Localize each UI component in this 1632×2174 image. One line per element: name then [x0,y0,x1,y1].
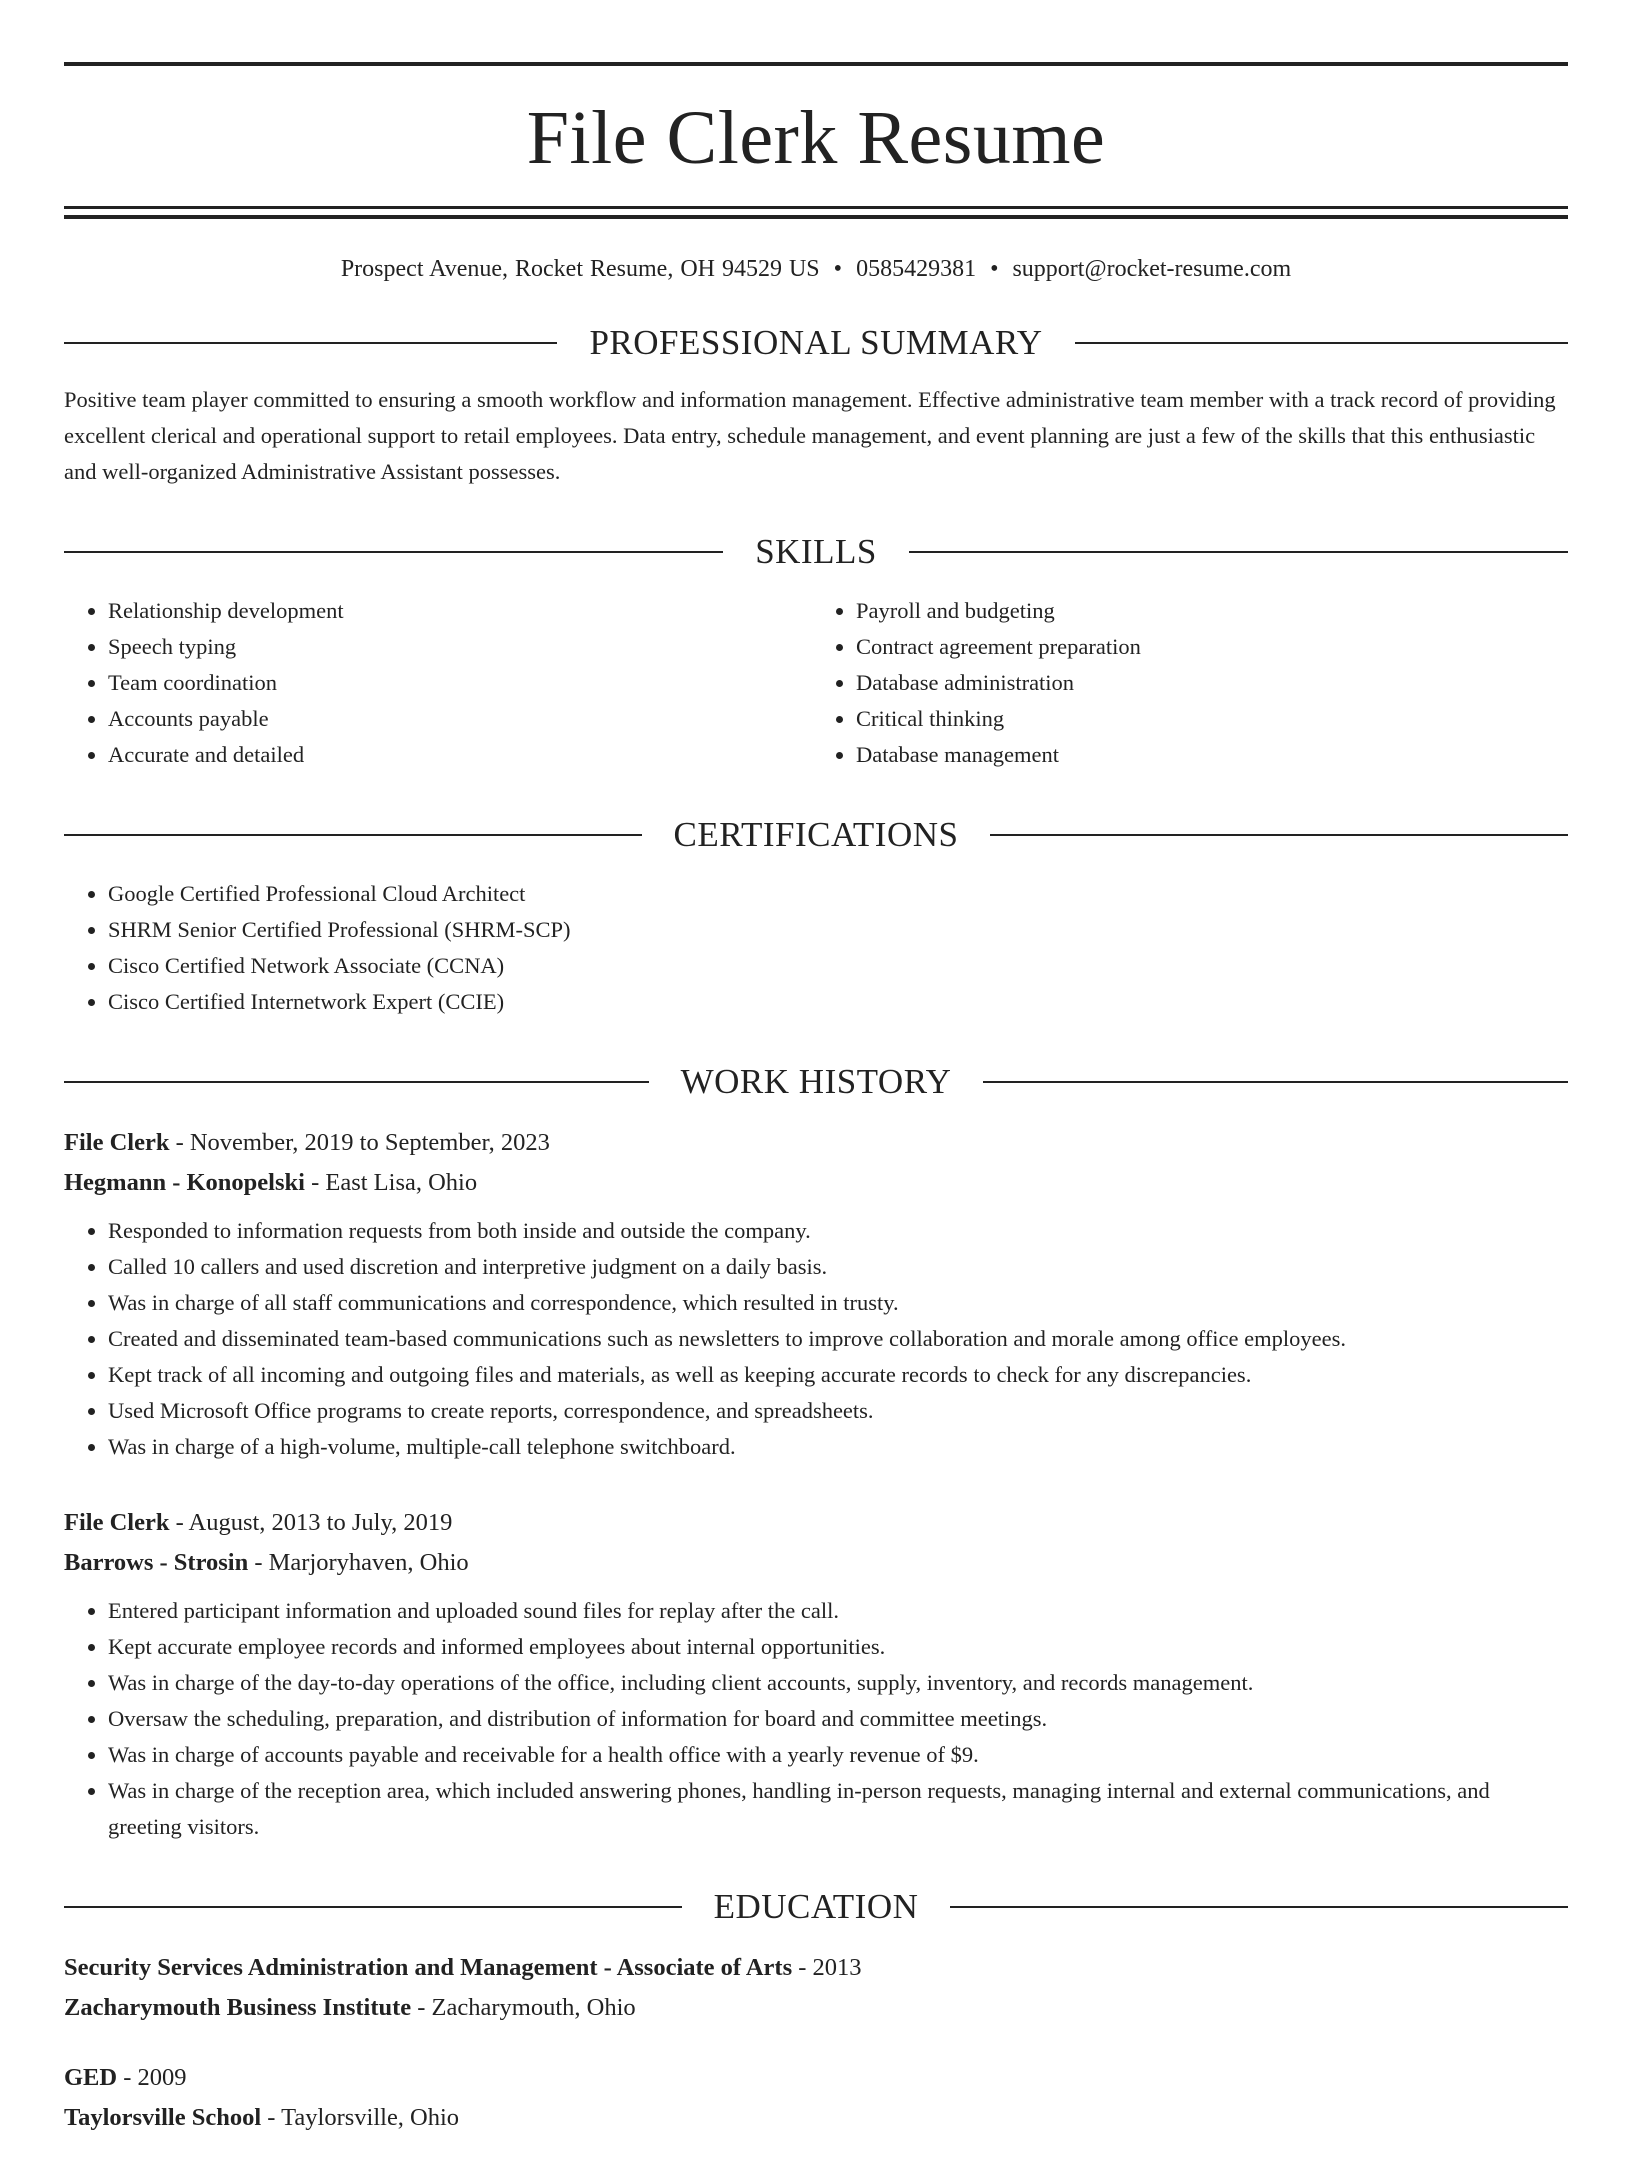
skill-item: • Database management [856,737,1568,773]
education-degree-line [64,1948,1568,1988]
job-bullet: • Called 10 callers and used discretion and interpretive judgment on a daily basis. [108,1249,1568,1285]
job-title: File Clerk [64,1509,170,1536]
certification-item: • Cisco Certified Internetwork Expert (CCIE) [108,984,1568,1020]
job-entry [64,1123,1568,1465]
resume-page [0,62,1632,2174]
section-header-summary [64,325,1568,360]
skill-item: • Payroll and budgeting [856,593,1568,629]
job-company-line [64,1543,1568,1583]
education-school-line [64,1988,1568,2028]
job-bullet: • Responded to information requests from both inside and outside the company. [108,1213,1568,1249]
job-entry [64,1503,1568,1845]
certifications-list [64,876,1568,1020]
education-school-line [64,2098,1568,2138]
skill-item: • Contract agreement preparation [856,629,1568,665]
skill-item: • Critical thinking [856,701,1568,737]
section-rule [909,551,1568,553]
job-dates: - November, 2019 to September, 2023 [169,1129,550,1156]
section-header-education [64,1889,1568,1924]
skills-list [64,593,1568,773]
section-title-education: EDUCATION [713,1887,919,1926]
skill-item: • Accounts payable [108,701,816,737]
summary-text: Positive team player committed to ensuring a smooth workflow and information management. Effective administrative team member with a track record of providing excellent clerical and operational support to retail employees. Data entry, schedule management, and event planning are just a few of the skills that this enthusiastic and well-organized Administrative Assistant possesses. [64,387,1556,484]
skill-item: • Accurate and detailed [108,737,816,773]
job-company: Hegmann - Konopelski [64,1169,305,1196]
job-location: - Marjoryhaven, Ohio [248,1549,469,1576]
education-location: - Taylorsville, Ohio [261,2104,460,2131]
section-title-work: WORK HISTORY [680,1062,952,1101]
education-year: - 2009 [117,2064,187,2091]
section-header-certifications [64,817,1568,852]
section-title-summary: PROFESSIONAL SUMMARY [589,323,1043,362]
contact-line [64,257,1568,281]
education-school: Zacharymouth Business Institute [64,1994,412,2021]
contact-separator: • [990,256,999,282]
education-school: Taylorsville School [64,2104,262,2131]
contact-address: Prospect Avenue, Rocket Resume, OH 94529 US [340,256,820,282]
section-rule [64,1081,649,1083]
job-company-line [64,1163,1568,1203]
job-bullet: • Oversaw the scheduling, preparation, and distribution of information for board and committee meetings. [108,1701,1568,1737]
job-title-line [64,1503,1568,1543]
education-year: - 2013 [792,1954,862,1981]
job-dates: - August, 2013 to July, 2019 [169,1509,453,1536]
job-bullet: • Used Microsoft Office programs to create reports, correspondence, and spreadsheets. [108,1393,1568,1429]
job-bullet: • Was in charge of accounts payable and receivable for a health office with a yearly revenue of $9. [108,1737,1568,1773]
education-degree-line [64,2058,1568,2098]
section-rule [1075,342,1568,344]
skill-item: • Team coordination [108,665,816,701]
education-entry [64,1948,1568,2028]
job-company: Barrows - Strosin [64,1549,249,1576]
skills-column-right [816,593,1568,773]
section-rule [990,834,1568,836]
job-location: - East Lisa, Ohio [304,1169,478,1196]
education-degree: GED [64,2064,118,2091]
section-title-certifications: CERTIFICATIONS [673,815,959,854]
job-bullet: • Was in charge of all staff communications and correspondence, which resulted in trusty. [108,1285,1568,1321]
section-rule [64,834,642,836]
contact-phone: 0585429381 [856,256,977,282]
education-location: - Zacharymouth, Ohio [411,1994,636,2021]
job-bullet: • Kept track of all incoming and outgoing files and materials, as well as keeping accurate records to check for any discrepancies. [108,1357,1568,1393]
skills-column-left [64,593,816,773]
contact-email: support@rocket-resume.com [1012,256,1292,282]
job-bullet: • Created and disseminated team-based communications such as newsletters to improve collaboration and morale among office employees. [108,1321,1568,1357]
page-title: File Clerk Resume [526,96,1106,180]
job-title-line [64,1123,1568,1163]
skill-item: • Relationship development [108,593,816,629]
certification-item: • SHRM Senior Certified Professional (SHRM-SCP) [108,912,1568,948]
job-bullet: • Entered participant information and uploaded sound files for replay after the call. [108,1593,1568,1629]
section-title-skills: SKILLS [755,532,877,571]
section-header-work [64,1064,1568,1099]
section-rule [950,1906,1568,1908]
title-double-rule [64,206,1568,219]
section-rule [64,551,723,553]
contact-separator: • [833,256,843,282]
education-entry [64,2058,1568,2138]
skill-item: • Speech typing [108,629,816,665]
section-header-skills [64,534,1568,569]
section-rule [983,1081,1568,1083]
skill-item: • Database administration [856,665,1568,701]
section-rule [64,1906,682,1908]
certification-item: • Google Certified Professional Cloud Architect [108,876,1568,912]
job-bullet: • Was in charge of the day-to-day operations of the office, including client accounts, supply, inventory, and records management. [108,1665,1568,1701]
section-rule [64,342,557,344]
job-bullet: • Kept accurate employee records and informed employees about internal opportunities. [108,1629,1568,1665]
job-title: File Clerk [64,1129,170,1156]
education-degree: Security Services Administration and Management - Associate of Arts [64,1954,793,1981]
job-bullet: • Was in charge of a high-volume, multiple-call telephone switchboard. [108,1429,1568,1465]
job-bullet: • Was in charge of the reception area, which included answering phones, handling in-person requests, managing internal and external communications, and greeting visitors. [108,1773,1568,1845]
certification-item: • Cisco Certified Network Associate (CCNA) [108,948,1568,984]
top-rule [64,62,1568,66]
